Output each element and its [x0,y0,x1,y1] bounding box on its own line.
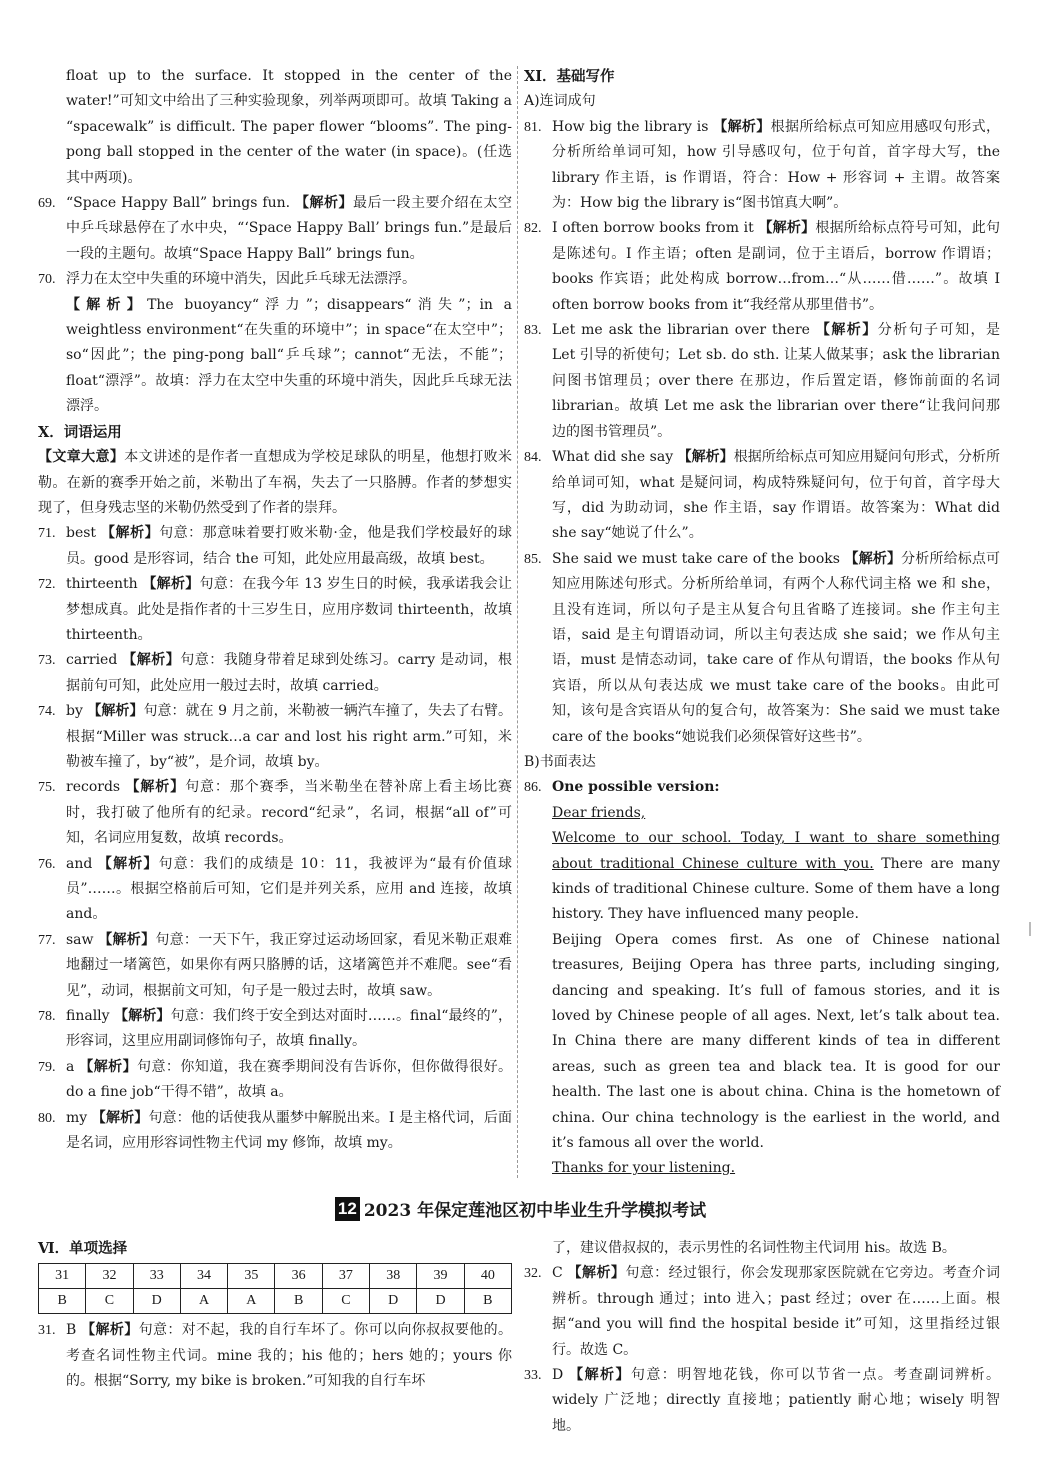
answer-72 [38,572,512,648]
answer-text: How big the library is [552,118,709,135]
bottom-right-column [524,1236,1000,1439]
answer-text: “Space Happy Ball” brings fun. [66,195,291,212]
analysis-text: 句意：一天下午，我正穿过运动场回家，看见米勒正艰难地翻过一堵篱笆，如果你有两只胳膊的话，这堵篱笆并不难爬。see“看见”，动词，根据前文可知，句子是一般过去时，故填 saw。 [66,931,513,999]
answer-table-answers-row [39,1289,512,1314]
question-number: 79. [38,1059,56,1075]
table-cell: D [370,1289,417,1314]
question-number: 72. [38,577,56,593]
answer-text: records [66,779,121,796]
table-cell: C [86,1289,133,1314]
table-cell: 37 [322,1264,369,1289]
answer-74 [38,699,512,775]
exam-title [335,1196,706,1221]
answer-31 [38,1318,512,1394]
answer-76 [38,852,512,928]
question-number: 80. [38,1110,56,1126]
answer-text: finally [66,1008,110,1025]
answer-79 [38,1055,512,1106]
question-number: 71. [38,526,56,542]
table-cell: C [322,1289,369,1314]
analysis-tag: 【解析】 [569,1367,631,1384]
analysis-tag: 【解析】 [567,1265,626,1282]
subsection-a: A)连词成句 [524,93,596,110]
analysis-tag: 【解析】 [87,703,144,720]
analysis-text: 句意：那个赛季，当米勒坐在替补席上看主场比赛时，我打破了他所有的纪录。record“纪录”，名词，根据“all of”可知，名词应用复数，故填 records。 [66,779,513,847]
question-number: 77. [38,932,56,948]
question-number: 76. [38,856,56,872]
question-number: 75. [38,780,56,796]
analysis-text: 句意：他的话使我从噩梦中解脱出来。I 是主格代词，后面是名词，应用形容词性物主代词 my 修饰，故填 my。 [66,1109,513,1152]
table-cell: 39 [417,1264,464,1289]
table-cell: 38 [370,1264,417,1289]
question-number: 83. [524,323,542,339]
analysis-tag: 【解析】 [79,1058,138,1075]
answer-82 [524,216,1000,318]
answer-75 [38,775,512,851]
table-cell: B [39,1289,86,1314]
analysis-tag: 【解析】 [101,525,160,542]
column-divider [517,66,518,1178]
answer-69 [38,191,512,267]
analysis-tag: 【解析】 [844,550,902,567]
answer-71 [38,521,512,572]
answer-text: C [552,1265,563,1282]
analysis-tag: 【解析】 [758,220,816,237]
table-cell: B [464,1289,511,1314]
answer-73 [38,648,512,699]
answer-text: carried [66,652,118,669]
left-column [38,64,512,1156]
answer-table-numbers-row [39,1264,512,1289]
table-cell: D [417,1289,464,1314]
answer-70 [38,267,512,419]
answer-text: I often borrow books from it [552,220,754,237]
answer-77 [38,928,512,1004]
answer-text: B [66,1322,77,1339]
margin-mark [1029,922,1031,936]
analysis-text: 句意：在我今年 13 岁生日的时候，我承诺我会让梦想成真。此处是指作者的十三岁生日，应用序数词 thirteenth，故填 thirteenth。 [66,576,513,643]
answer-text: Let me ask the librarian over there [552,322,810,339]
answer-32 [524,1261,1000,1363]
analysis-text: 句意：我随身带着足球到处练习。carry 是动词，根据前句可知，此处应用一般过去时，故填 carried。 [66,652,513,694]
answer-33 [524,1363,1000,1439]
analysis-tag: 【解析】 [98,931,156,948]
question-number: 32. [524,1266,542,1282]
subsection-b: B)书面表达 [524,753,596,770]
article-summary [38,445,512,521]
question-number: 33. [524,1368,542,1384]
answer-text: a [66,1058,75,1075]
analysis-text: 分析句子可知，是 Let 引导的祈使句；Let sb. do sth. 让某人做某事；ask the librarian问图书馆理员；over there 在那边，作后置定语，修饰前面的名词 librarian。故填 Let me ask the librarian over there“让我问问那边的图书管理员”。 [552,322,1001,440]
question-number: 86. [524,780,542,796]
question-number: 82. [524,221,542,237]
analysis-text: 根据所给标点可知应用感叹句形式，分析所给单词可知，how 引导感叹句，位于句首，首字母大写，the library 作主语，is 作谓语，符合：How + 形容词 + 主谓。故答案为：How big the library is“图书馆真大啊”。 [552,118,1001,212]
question-number: 78. [38,1009,56,1025]
answer-85 [524,547,1000,750]
analysis-text: 句意：对不起，我的自行车坏了。你可以向你叔叔要他的。考查名词性物主代词。mine 我的；his 他的；hers 她的；yours 你的。根据“Sorry, my bike is broken.”可知我的自行车坏 [66,1322,512,1390]
exam-title-bar [0,1196,1041,1221]
answer-text: and [66,855,93,872]
table-cell: D [133,1289,180,1314]
question-number: 74. [38,704,56,720]
summary-text: 本文讲述的是作者一直想成为学校足球队的明星，他想打败米勒。在新的赛季开始之前，米勒出了车祸，失去了一只胳膊。作者的梦想实现了，但身残志坚的米勒仍然受到了作者的崇拜。 [38,449,512,516]
answer-table [38,1263,512,1314]
answer-68-continuation: float up to the surface. It stopped in the center of the water!”可知文中给出了三种实验现象，列举两项即可。故填 Taking a “spacewalk” is difficult. The paper flower “blooms”. The ping-pong ball stopped in the center of the water (in space)。(任选其中两项)。 [66,68,512,186]
table-cell: 40 [464,1264,511,1289]
analysis-text: 根据所给标点可知应用疑问句形式，分析所给单词可知，what 是疑问词，构成特殊疑问句，位于句首，首字母大写，did 为助动词，she 作主语，say 作谓语。故答案为：What did she say“她说了什么”。 [552,449,1001,542]
question-number: 70. [38,272,56,288]
answer-text: D [552,1367,564,1384]
analysis-text: 根据所给标点符号可知，此句是陈述句。I 作主语；often 是副词，位于主语后，borrow 作谓语；books 作宾语；此处构成 borrow…from…“从……借……”。故填 I often borrow books from it“我经常从那里借书”。 [552,220,1000,313]
analysis-text: 最后一段主要介绍在太空中乒乓球悬停在了水中央，“‘Space Happy Ball’ brings fun.”是最后一段的主题句。故填“Space Happy Ball” brings fun。 [66,195,513,262]
answer-text: She said we must take care of the books [552,550,840,567]
analysis-text: 句意：你知道，我在赛季期间没有告诉你，但你做得很好。do a fine job“干得不错”，故填 a。 [66,1058,513,1101]
analysis-text: The buoyancy“浮力”；disappears“消失”；in a weightless environment“在失重的环境中”；in space“在太空中”；so“因此”；the ping-pong ball“乒乓球”；cannot“无法，不能”；float“漂浮”。故填：浮力在太空中失重的环境中消失，因此乒乓球无法漂浮。 [66,296,513,415]
question-number: 85. [524,551,542,567]
analysis-text: 句意：那意味着要打败米勒·金，他是我们学校最好的球员。good 是形容词，结合 the 可知，此处应用最高级，故填 best。 [66,525,512,567]
section-heading-x: X．词语运用 [38,423,122,441]
answer-31-continuation: 了，建议借叔叔的，表示男性的名词性物主代词用 his。故选 B。 [552,1240,956,1256]
essay-closing: Thanks for your listening. [552,1160,736,1177]
analysis-tag: 【解析】 [713,118,771,135]
analysis-tag: 【解析】 [677,449,734,466]
answer-text: my [66,1109,88,1126]
table-cell: A [228,1289,275,1314]
answer-81 [524,115,1000,217]
question-number: 69. [38,196,56,212]
answer-text: What did she say [552,449,674,466]
analysis-tag: 【解析】 [815,322,878,339]
exam-title-text: 2023 年保定莲池区初中毕业生升学模拟考试 [363,1201,707,1221]
analysis-text: 句意：我们终于安全到达对面时……。final“最终的”，形容词，这里应用副词修饰句子，故填 finally。 [66,1008,513,1050]
answer-86-essay [524,775,1000,1182]
section-heading-xi: XI．基础写作 [524,68,615,85]
analysis-text: 句意：经过银行，你会发现那家医院就在它旁边。考查介词辨析。through 通过；into 进入；past 经过；over 在……上面。根据“and you will find the hospital beside it”可知，这里指经过银行。故选 C。 [552,1265,1001,1358]
bottom-left-column [38,1236,512,1395]
table-cell: 32 [86,1264,133,1289]
analysis-text: 句意：明智地花钱，你可以节省一点。考查副词辨析。widely 广泛地；directly 直接地；patiently 耐心地；wisely 明智地。 [552,1367,1001,1434]
answer-80 [38,1106,512,1157]
table-cell: 31 [39,1264,86,1289]
question-number: 31. [38,1323,56,1339]
table-cell: 34 [180,1264,227,1289]
analysis-tag: 【解析】 [295,195,354,212]
exam-number-badge: 12 [335,1197,360,1221]
analysis-tag: 【解析】 [66,296,148,313]
answer-text: thirteenth [66,576,138,593]
answer-text: by [66,703,83,720]
analysis-tag: 【解析】 [142,576,200,593]
answer-83 [524,318,1000,445]
answer-text: saw [66,931,94,948]
analysis-tag: 【解析】 [122,652,181,669]
analysis-text: 句意：我们的成绩是 10：11，我被评为“最有价值球员”……。根据空格前后可知，它们是并列关系，应用 and 连接，故填 and。 [66,855,512,923]
essay-intro-underlined: Welcome to our school. Today, I want to share something about traditional Chinese culture with you. [552,830,1000,872]
analysis-tag: 【解析】 [91,1109,149,1126]
question-number: 73. [38,653,56,669]
essay-intro-rest: There are many kinds of traditional Chinese culture. Some of them have a long history. They have influenced many people. [552,855,1000,923]
essay-greeting: Dear friends, [552,804,646,821]
summary-tag: 【文章大意】 [38,449,125,466]
essay-intro [552,826,1000,928]
answer-84 [524,445,1000,547]
analysis-tag: 【解析】 [125,779,186,796]
analysis-text: 句意：就在 9 月之前，米勒被一辆汽车撞了，失去了右臂。根据“Miller was struck…a car and lost his right arm.”可知，米勒被车撞了，by“被”，是介词，故填 by。 [66,703,513,770]
analysis-tag: 【解析】 [114,1008,171,1025]
question-number: 84. [524,450,542,466]
answer-78 [38,1004,512,1055]
table-cell: 35 [228,1264,275,1289]
question-number: 81. [524,119,542,135]
analysis-tag: 【解析】 [81,1322,139,1339]
right-column [524,64,1000,1182]
analysis-tag: 【解析】 [97,855,159,872]
answer-text: best [66,525,97,542]
essay-body: Beijing Opera comes first. As one of Chinese national treasures, Beijing Opera has three parts, including singing, dancing and speaking. It’s full of famous stories, and it is loved by Chinese people of all ages. Next, let’s talk about tea. In China there are many different kinds of tea in different areas, such as green tea and black tea. It is good for our health. The last one is about china. China is the hometown of china. Our china technology is the earliest in the world, and it’s famous all over the world. [552,931,1000,1152]
table-cell: 33 [133,1264,180,1289]
analysis-text: 分析所给标点可知应用陈述句形式。分析所给单词，有两个人称代词主格 we 和 she，且没有连词，所以句子是主从复合句且省略了连接词。she 作主句主语，said 是主句谓语动词，所以主句表达成 she said；we 作从句主语，must 是情态动词，take care of 作从句谓语，the books 作从句宾语，所以从句表达成 we must take care of the books。由此可知，该句是含宾语从句的复合句，故答案为：She said we must take care of the books“她说我们必须保管好这些书”。 [552,550,1001,745]
essay-label: One possible version: [552,779,720,796]
table-cell: B [275,1289,322,1314]
section-heading-vi: Ⅵ．单项选择 [38,1240,128,1257]
table-cell: 36 [275,1264,322,1289]
table-cell: A [180,1289,227,1314]
answer-text: 浮力在太空中失重的环境中消失，因此乒乓球无法漂浮。 [66,271,416,288]
